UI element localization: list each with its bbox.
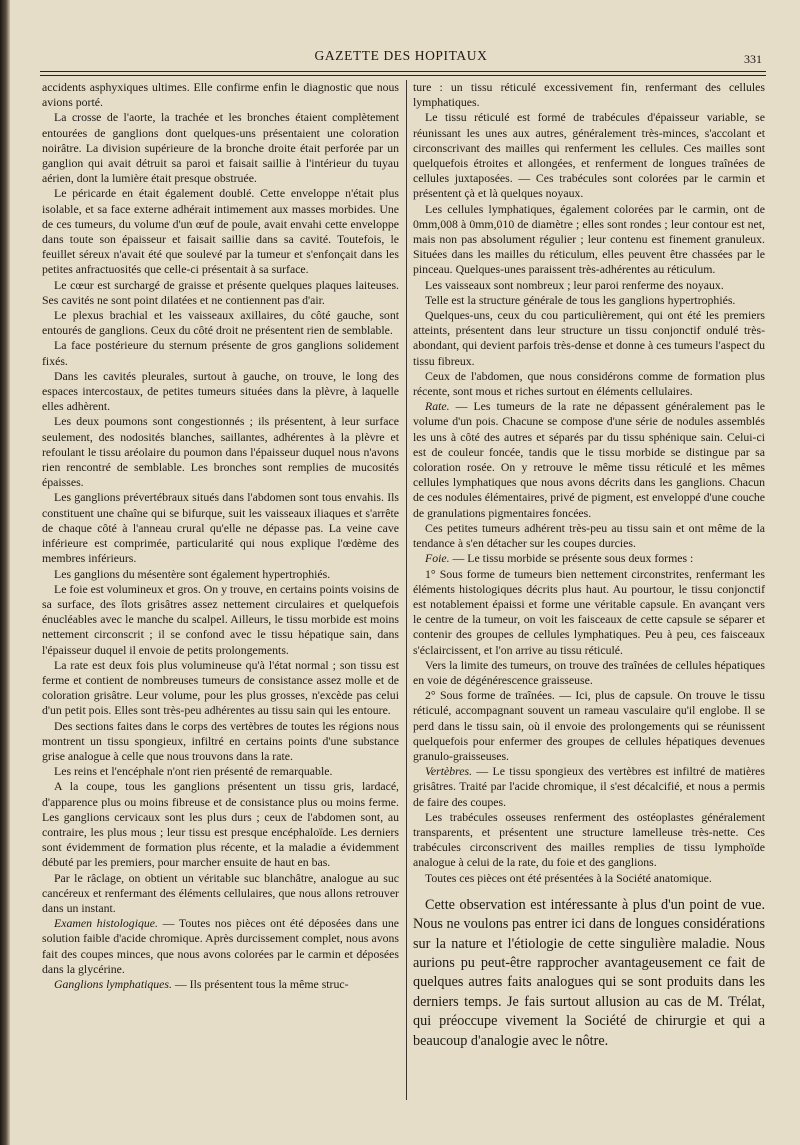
foie-text: — Le tissu morbide se présente sous deux formes : [449,551,694,566]
paragraph: Le péricarde en était également doublé. Cette enveloppe n'était plus isolable, et sa face externe adhérait intimement aux masses morbides. Une de ces tumeurs, du volume d'un œuf de poule, avait envahi cette enveloppe dans toute son épaisseur et faisait saillie dans sa cavité. Toutefois, le feuillet séreux n'avait été que soulevé par la tumeur et s'enfonçait dans les petites anfractuosités que celle-ci présentait à sa surface. [42,186,399,277]
paragraph: Par le râclage, on obtient un véritable suc blanchâtre, analogue au suc cancéreux et renfermant des éléments cellulaires, que nous allons retrouver dans un instant. [42,870,399,915]
paragraph: Les cellules lymphatiques, également colorées par le carmin, ont de 0mm,008 à 0mm,010 de diamètre ; elles sont rondes ; leur contour est net, mais non pas absolument régulier ; leur contenu est finement granuleux. Situées dans les mailles du réticulum, elles peuvent être chassées par le pinceau. Quelques-unes paraissent très-adhérentes au réticulum. [413,201,765,277]
paragraph: Les reins et l'encéphale n'ont rien présenté de remarquable. [54,764,333,779]
paragraph: Le plexus brachial et les vaisseaux axillaires, du côté gauche, sont entourés de ganglions. Ceux du côté droit ne présentent rien de semblable. [42,308,399,338]
paragraph: accidents asphyxiques ultimes. Elle confirme enfin le diagnostic que nous avions porté. [42,80,399,110]
exam-text: — Toutes nos pièces ont été déposées dans une solution faible d'acide chromique. Après durcissement complet, nous avons fait des coupes minces, que nous avons colorées par le carmin et déposées dans la glycérine. [42,916,399,976]
right-column [413,80,765,1051]
column-divider [406,80,407,1100]
paragraph: La rate est deux fois plus volumineuse qu'à l'état normal ; son tissu est ferme et contient de nombreuses tumeurs de consistance assez molle et de coloration grisâtre. Leur volume, pour les plus grosses, n'excède pas celui d'un petit pois. Elles sont très-peu adhérentes au tissu sain qui les entoure. [42,657,399,718]
paragraph: Vers la limite des tumeurs, on trouve des traînées de cellules hépatiques en voie de dégénérescence graisseuse. [413,657,765,687]
rate-text: — Les tumeurs de la rate ne dépassent généralement pas le volume d'un pois. Chacune se compose d'une série de nodules assemblés les uns à côté des autres et séparés par du tissu sphénique sain. Celui-ci est de couleur foncée, tandis que le tissu morbide se distingue par sa coloration rosée. On y retrouve le même tissu réticulé et les mêmes cellules lymphatiques que nous avons décrits dans les ganglions. Chacun de ces nodules élémentaires, privé de pigment, est enveloppé d'une couche de granulations pigmentaires foncées. [413,399,765,520]
paragraph: Quelques-uns, ceux du cou particulièrement, qui ont été les premiers atteints, présentent dans leur structure un tissu conjonctif ondulé très-abondant, qui devient parfois très-dense et donne à ces tumeurs l'aspect du tissu fibreux. [413,308,765,368]
paragraph: La crosse de l'aorte, la trachée et les bronches étaient complètement entourées de ganglions dont quelques-uns présentaient une coloration noirâtre. La division supérieure de la bronche droite était perforée par un ganglion qui avait détruit sa paroi et faisait saillie à l'intérieur du tuyau aérien, dont la lumière était presque obstruée. [42,110,399,186]
page-header [38,46,764,66]
paragraph: Les ganglions du mésentère sont également hypertrophiés. [54,566,331,581]
rate-heading: Rate. [425,399,450,414]
paragraph: Les trabécules osseuses renferment des ostéoplastes généralement transparents, et présentent une structure lamelleuse très-nette. Ces trabécules circonscrivent des mailles remplies de tissu lymphoïde analogue à celui de la rate, du foie et des ganglions. [413,809,765,870]
lymph-heading: Ganglions lymphatiques. [54,976,172,991]
exam-heading: Examen histologique. [54,916,158,931]
header-rule [40,71,766,72]
paragraph: Dans les cavités pleurales, surtout à gauche, on trouve, le long des espaces intercostaux, de petites tumeurs situées dans la plèvre, à laquelle elles adhèrent. [42,368,399,414]
paragraph: A la coupe, tous les ganglions présentent un tissu gris, lardacé, d'apparence plus ou moins fibreuse et de consistance plus ou moins ferme. Les ganglions cervicaux sont les plus durs ; ceux de l'abdomen sont, au contraire, les plus mous ; leur tissu est presque encéphaloïde. Les derniers sont évidemment de formation plus récente, et la maladie a évidemment débuté par les premiers, pour marcher ensuite de haut en bas. [42,779,399,870]
page-number: 331 [744,52,762,66]
paragraph: La face postérieure du sternum présente de gros ganglions solidement fixés. [42,338,399,368]
header-rule-thin [40,75,766,76]
journal-title: GAZETTE DES HOPITAUX [314,48,488,63]
paragraph: Les ganglions prévertébraux situés dans l'abdomen sont tous envahis. Ils constituent une chaîne qui se bifurque, suit les vaisseaux iliaques et s'arrête de chaque côté à l'anneau crural qu'elle ne dépasse pas. La veine cave inférieure est comprimée, particularité qui nous explique l'œdème des membres inférieurs. [42,490,399,566]
foie-paragraph [413,551,765,566]
paragraph: Le foie est volumineux et gros. On y trouve, en certains points voisins de sa surface, des îlots grisâtres assez nettement circulaires et quelquefois énucléables avec le manche du scalpel. Ailleurs, le tissu morbide est moins nettement circonscrit ; il se confond avec le tissu hépatique sain, dans l'épaisseur duquel il envoie de petits prolongements. [42,581,399,657]
paragraph: Le tissu réticulé est formé de trabécules d'épaisseur variable, se réunissant les unes aux autres, généralement très-minces, s'accolant et circonscrivant des mailles qui renferment les cellules. Ces mailles sont quelquefois étroites et allongées, et renferment de longues traînées de cellules juxtaposées. — Ces trabécules sont colorées par le carmin et présentent çà et là quelques noyaux. [413,110,765,201]
paragraph: Ces petites tumeurs adhérent très-peu au tissu sain et ont même de la tendance à s'en détacher sur les coupes durcies. [413,520,765,551]
vertebres-heading: Vertèbres. [425,764,473,779]
paragraph: Les vaisseaux sont nombreux ; leur paroi renferme des noyaux. [425,277,724,292]
paragraph: Des sections faites dans le corps des vertèbres de toutes les régions nous montrent un tissu spongieux, infiltré en certains points d'une substance grise analogue à celle que nous trouvons dans la rate. [42,718,399,763]
exam-paragraph [42,916,399,977]
foie-heading: Foie. [425,551,450,566]
page-binding-edge [0,0,10,1145]
paragraph: 1° Sous forme de tumeurs bien nettement circonstrites, renfermant les éléments histologiques décrits plus haut. Au pourtour, le tissu conjonctif est notablement épaissi et forme une véritable capsule. En avançant vers le centre de la tumeur, on voit les faisceaux de cette capsule se séparer et contenir des groupes de cellules lymphatiques. Peu à peu, ces faisceaux s'éclaircissent, et l'on arrive au tissu réticulé. [413,566,765,657]
lymph-paragraph [42,977,399,992]
rate-paragraph [413,399,765,521]
paragraph: Le cœur est surchargé de graisse et présente quelques plaques laiteuses. Ses cavités ne sont point dilatées et ne contiennent pas d'air. [42,277,399,307]
paragraph: 2° Sous forme de traînées. — Ici, plus de capsule. On trouve le tissu réticulé, accompagnant souvent un rameau vasculaire qu'il englobe. Il se perd dans le tissu sain, où il envoie des prolongements qui se réunissent quelquefois pour enfermer des groupes de cellules hépatiques devenues granulo-graisseuses. [413,688,765,763]
closing-paragraph: Cette observation est intéressante à plus d'un point de vue. Nous ne voulons pas entrer ici dans de longues considérations sur la nature et l'étiologie de cette singulière maladie. Nous aurions pu peut-être rapprocher avantageusement ce fait de quelques autres faits analogues qui se sont produits dans les derniers temps. Je fais surtout allusion au cas de M. Trélat, qui préoccupe vivement la Société de chirurgie et qui a beaucoup d'analogie avec le nôtre. [413,896,765,1049]
paragraph: Telle est la structure générale de tous les ganglions hypertrophiés. [425,292,736,307]
paragraph: Toutes ces pièces ont été présentées à la Société anatomique. [425,870,712,885]
lymph-text: — Ils présentent tous la même struc- [171,976,349,991]
paragraph: Les deux poumons sont congestionnés ; ils présentent, à leur surface seulement, des nodosités blanches, saillantes, adhérentes à la plèvre et refoulant le tissu aréolaire du poumon dans l'épaisseur duquel nous n'avons rien rencontré de semblable. Les bronches sont remplies de mucosités épaisses. [42,414,399,490]
paragraph: ture : un tissu réticulé excessivement fin, renfermant des cellules lymphatiques. [413,80,765,110]
left-column [42,80,399,992]
paragraph: Ceux de l'abdomen, que nous considérons comme de formation plus récente, sont mous et riches surtout en éléments cellulaires. [413,368,765,399]
vertebres-paragraph [413,764,765,810]
vertebres-text: — Le tissu spongieux des vertèbres est infiltré de matières grisâtres. Traité par l'acide chromique, il s'est décalcifié, et nous a permis de faire des coupes. [413,764,765,809]
